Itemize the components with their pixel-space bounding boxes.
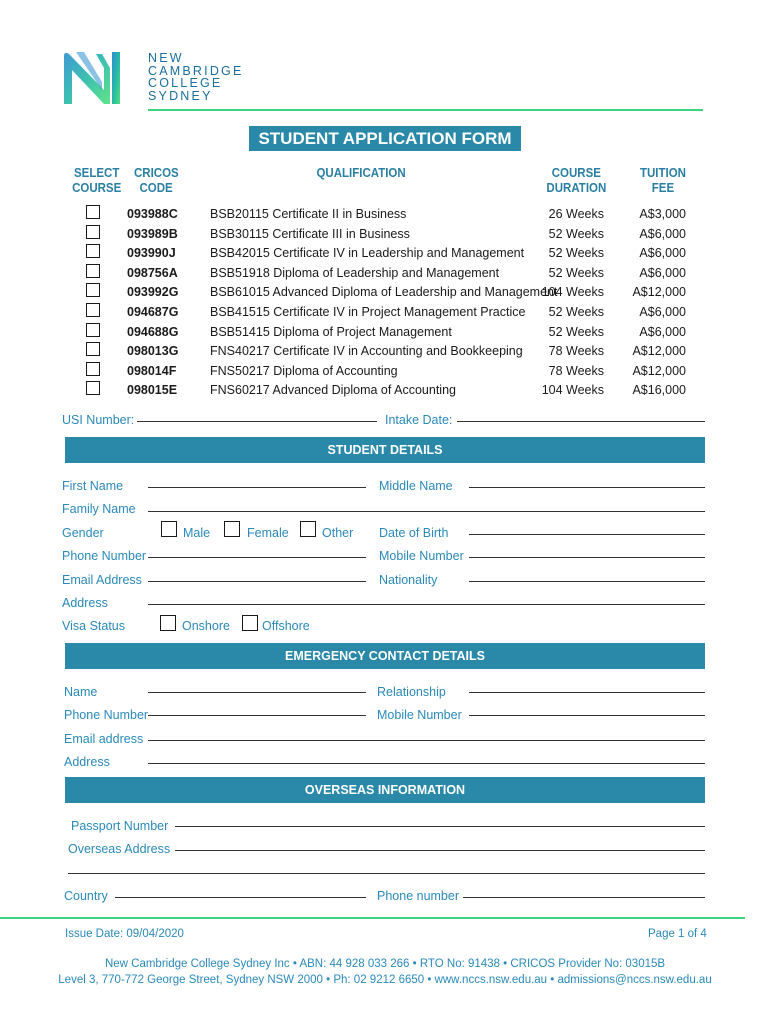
course-duration: 104 Weeks xyxy=(541,383,604,398)
select-course-checkbox[interactable] xyxy=(86,283,100,297)
tuition-fee: A$6,000 xyxy=(639,324,686,339)
table-row xyxy=(0,342,770,362)
mobile-number-label: Mobile Number xyxy=(379,549,464,563)
emergency-mobile-line xyxy=(469,715,705,716)
middle-name-field[interactable] xyxy=(469,471,709,487)
table-row xyxy=(0,225,770,245)
table-row xyxy=(0,323,770,343)
tuition-fee: A$6,000 xyxy=(639,246,686,261)
course-duration: 52 Weeks xyxy=(548,324,604,339)
table-row xyxy=(0,381,770,401)
cricos-code: 093990J xyxy=(127,246,176,261)
mobile-number-field[interactable] xyxy=(469,541,709,557)
cricos-code: 098014F xyxy=(127,363,177,378)
overseas-address-line xyxy=(175,850,705,851)
emergency-email-field[interactable] xyxy=(148,724,709,740)
emergency-mobile-label: Mobile Number xyxy=(377,708,462,722)
qualification-name: BSB41515 Certificate IV in Project Management Practice xyxy=(210,305,526,319)
emergency-address-field[interactable] xyxy=(148,747,709,763)
intake-date-line xyxy=(457,421,705,422)
passport-number-line xyxy=(175,826,705,827)
footer-company-info: New Cambridge College Sydney Inc • ABN: 44 928 033 266 • RTO No: 91438 • CRICOS Provider No: 03015B xyxy=(104,958,666,970)
gender-male-label: Male xyxy=(183,526,211,540)
table-row xyxy=(0,362,770,382)
family-name-line xyxy=(148,511,705,512)
header-select-course: SELECT COURSE xyxy=(72,166,122,195)
phone-number-label: Phone Number xyxy=(62,549,147,563)
college-logo-icon xyxy=(62,50,126,106)
emergency-mobile-field[interactable] xyxy=(469,699,709,715)
tuition-fee: A$6,000 xyxy=(639,265,686,280)
intake-date-field[interactable] xyxy=(457,405,709,421)
cricos-code: 098013G xyxy=(127,344,179,359)
family-name-label: Family Name xyxy=(62,502,136,516)
emergency-phone-line xyxy=(148,715,366,716)
gender-other-checkbox[interactable] xyxy=(300,521,316,537)
select-course-checkbox[interactable] xyxy=(86,362,100,376)
qualification-name: FNS50217 Diploma of Accounting xyxy=(210,363,398,378)
first-name-label: First Name xyxy=(62,479,124,493)
select-course-checkbox[interactable] xyxy=(86,342,100,356)
emergency-name-label: Name xyxy=(64,685,98,699)
overseas-address-field[interactable] xyxy=(175,834,709,850)
form-title: STUDENT APPLICATION FORM xyxy=(249,126,521,151)
visa-onshore-label: Onshore xyxy=(182,619,230,633)
qualification-name: BSB20115 Certificate II in Business xyxy=(210,207,407,221)
nationality-field[interactable] xyxy=(469,565,709,581)
address-line xyxy=(148,604,705,605)
qualification-name: BSB42015 Certificate IV in Leadership and Management xyxy=(210,246,525,261)
course-duration: 26 Weeks xyxy=(548,207,604,221)
first-name-field[interactable] xyxy=(148,471,370,487)
select-course-checkbox[interactable] xyxy=(86,303,100,317)
family-name-field[interactable] xyxy=(148,495,709,511)
course-duration: 52 Weeks xyxy=(548,226,604,241)
header-qualification: QUALIFICATION xyxy=(316,166,406,180)
header-divider xyxy=(148,109,703,111)
overseas-phone-line xyxy=(463,897,705,898)
usi-number-label: USI Number: xyxy=(62,413,135,427)
course-duration: 52 Weeks xyxy=(548,246,604,261)
cricos-code: 093989B xyxy=(127,226,178,241)
cricos-code: 093988C xyxy=(127,207,178,221)
tuition-fee: A$16,000 xyxy=(632,383,686,398)
overseas-information-header: OVERSEAS INFORMATION xyxy=(65,777,705,803)
cricos-code: 093992G xyxy=(127,285,179,300)
gender-female-label: Female xyxy=(247,526,289,540)
usi-number-line xyxy=(137,421,377,422)
visa-offshore-label: Offshore xyxy=(262,619,310,633)
nationality-line xyxy=(469,581,705,582)
emergency-email-label: Email address xyxy=(64,732,144,746)
select-course-checkbox[interactable] xyxy=(86,264,100,278)
course-duration: 78 Weeks xyxy=(548,363,604,378)
visa-onshore-checkbox[interactable] xyxy=(160,615,176,631)
date-of-birth-line xyxy=(469,534,705,535)
course-duration: 52 Weeks xyxy=(548,265,604,280)
country-line xyxy=(115,897,366,898)
tuition-fee: A$3,000 xyxy=(639,207,686,221)
date-of-birth-field[interactable] xyxy=(469,518,709,534)
gender-label: Gender xyxy=(62,526,104,540)
country-field[interactable] xyxy=(115,881,370,897)
footer-divider xyxy=(0,917,745,919)
college-name-logo: NEW CAMBRIDGE COLLEGE SYDNEY xyxy=(148,51,244,103)
passport-number-field[interactable] xyxy=(175,810,709,826)
overseas-address-label: Overseas Address xyxy=(68,842,171,856)
relationship-field[interactable] xyxy=(469,676,709,692)
relationship-label: Relationship xyxy=(377,685,446,699)
table-row xyxy=(0,264,770,284)
emergency-phone-label: Phone Number xyxy=(64,708,149,722)
address-field[interactable] xyxy=(148,588,709,604)
intake-date-label: Intake Date: xyxy=(385,413,453,427)
middle-name-line xyxy=(469,487,705,488)
passport-number-label: Passport Number xyxy=(71,819,169,833)
overseas-address-field-2[interactable] xyxy=(68,857,709,873)
gender-female-checkbox[interactable] xyxy=(224,521,240,537)
emergency-name-line xyxy=(148,692,366,693)
visa-status-label: Visa Status xyxy=(62,619,126,633)
cricos-code: 098015E xyxy=(127,383,178,398)
select-course-checkbox[interactable] xyxy=(86,244,100,258)
qualification-name: FNS60217 Advanced Diploma of Accounting xyxy=(210,383,456,398)
tuition-fee: A$6,000 xyxy=(639,305,686,319)
table-row xyxy=(0,303,770,323)
footer-address-info: Level 3, 770-772 George Street, Sydney NSW 2000 • Ph: 02 9212 6650 • www.nccs.nsw.edu.au • admissions@nccs.nsw.edu.au xyxy=(58,974,712,986)
header-tuition-fee: TUITION FEE xyxy=(639,166,686,195)
overseas-phone-field[interactable] xyxy=(463,881,709,897)
tuition-fee: A$12,000 xyxy=(632,344,686,359)
cricos-code: 098756A xyxy=(127,265,178,280)
header-course-duration: COURSE DURATION xyxy=(546,166,607,195)
student-details-header: STUDENT DETAILS xyxy=(65,437,705,463)
course-duration: 52 Weeks xyxy=(548,305,604,319)
header-cricos-code: CRICOS CODE xyxy=(134,166,179,195)
country-label: Country xyxy=(64,889,108,903)
emergency-phone-field[interactable] xyxy=(148,699,370,715)
first-name-line xyxy=(148,487,366,488)
tuition-fee: A$6,000 xyxy=(639,226,686,241)
qualification-name: BSB61015 Advanced Diploma of Leadership and Management xyxy=(210,285,558,300)
table-row xyxy=(0,244,770,264)
email-address-line xyxy=(148,581,366,582)
select-course-checkbox[interactable] xyxy=(86,205,100,219)
cricos-code: 094687G xyxy=(127,305,179,319)
select-course-checkbox[interactable] xyxy=(86,225,100,239)
qualification-name: FNS40217 Certificate IV in Accounting and Bookkeeping xyxy=(210,344,523,359)
emergency-address-line xyxy=(148,763,705,764)
phone-number-field[interactable] xyxy=(148,541,370,557)
qualification-name: BSB51415 Diploma of Project Management xyxy=(210,324,452,339)
middle-name-label: Middle Name xyxy=(379,479,453,493)
nationality-label: Nationality xyxy=(379,573,438,587)
date-of-birth-label: Date of Birth xyxy=(379,526,449,540)
overseas-phone-label: Phone number xyxy=(377,889,460,903)
relationship-line xyxy=(469,692,705,693)
mobile-number-line xyxy=(469,557,705,558)
visa-offshore-checkbox[interactable] xyxy=(242,615,258,631)
issue-date: Issue Date: 09/04/2020 xyxy=(65,928,184,940)
email-address-field[interactable] xyxy=(148,565,370,581)
tuition-fee: A$12,000 xyxy=(632,285,686,300)
course-duration: 104 Weeks xyxy=(541,285,604,300)
gender-other-label: Other xyxy=(322,526,354,540)
table-row xyxy=(0,283,770,303)
emergency-name-field[interactable] xyxy=(148,676,370,692)
emergency-address-label: Address xyxy=(64,755,110,769)
phone-number-line xyxy=(148,557,366,558)
page-number: Page 1 of 4 xyxy=(648,928,707,940)
gender-male-checkbox[interactable] xyxy=(161,521,177,537)
email-address-label: Email Address xyxy=(62,573,142,587)
emergency-contact-header: EMERGENCY CONTACT DETAILS xyxy=(65,643,705,669)
usi-number-field[interactable] xyxy=(137,405,381,421)
address-label: Address xyxy=(62,596,108,610)
cricos-code: 094688G xyxy=(127,324,179,339)
overseas-address-line-2 xyxy=(68,873,705,874)
emergency-email-line xyxy=(148,740,705,741)
select-course-checkbox[interactable] xyxy=(86,381,100,395)
table-row xyxy=(0,205,770,225)
qualification-name: BSB30115 Certificate III in Business xyxy=(210,226,410,241)
course-duration: 78 Weeks xyxy=(548,344,604,359)
tuition-fee: A$12,000 xyxy=(632,363,686,378)
qualification-name: BSB51918 Diploma of Leadership and Management xyxy=(210,265,500,280)
select-course-checkbox[interactable] xyxy=(86,323,100,337)
